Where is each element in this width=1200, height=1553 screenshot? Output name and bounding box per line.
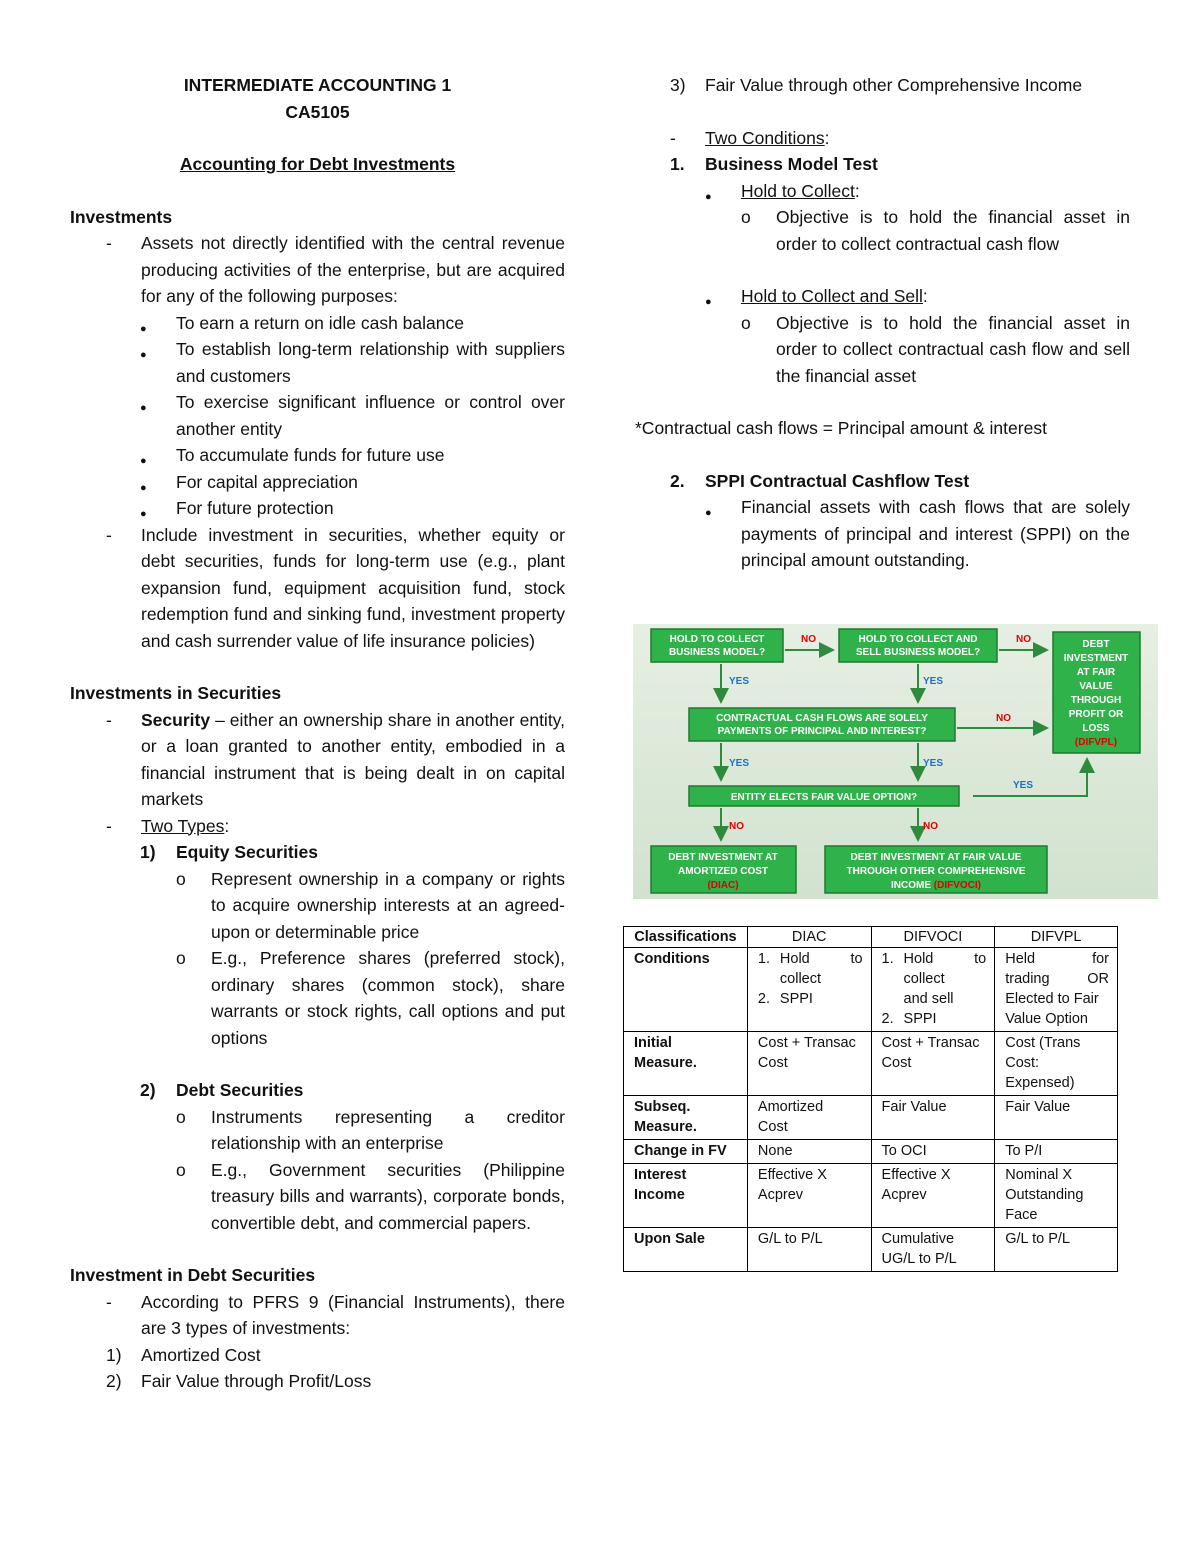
- contractual-cash-flows-note: *Contractual cash flows = Principal amount & interest: [635, 418, 1047, 438]
- purpose-item: ● For future protection: [70, 495, 565, 522]
- investment-type: 2) Fair Value through Profit/Loss: [106, 1371, 372, 1391]
- hold-to-collect-desc: o Objective is to hold the financial asset in order to collect contractual cash flow: [635, 204, 1130, 257]
- table-cell: G/L to P/L: [747, 1228, 871, 1272]
- left-column: [70, 72, 565, 1395]
- label-no: NO: [996, 713, 1011, 724]
- svg-text:INCOME (DIFVOCI): INCOME (DIFVOCI): [891, 880, 981, 891]
- table-row: [624, 1228, 1118, 1272]
- svg-text:PAYMENTS OF PRINCIPAL AND INTE: PAYMENTS OF PRINCIPAL AND INTEREST?: [717, 726, 927, 737]
- equity-point: o Represent ownership in a company or rights to acquire ownership interests at an agreed-upon or determinable price: [70, 866, 565, 946]
- circle-marker: o: [741, 207, 751, 227]
- svg-text:DEBT INVESTMENT AT: DEBT INVESTMENT AT: [668, 852, 778, 863]
- table-cell: Effective X Acprev: [747, 1164, 871, 1228]
- svg-text:HOLD TO COLLECT: HOLD TO COLLECT: [669, 634, 765, 645]
- right-column: [635, 72, 1130, 574]
- security-definition: - Security – either an ownership share in another entity, or a loan granted to another entity, embodied in a financial instrument that is being dealt in on capital markets: [70, 707, 565, 813]
- hold-to-collect-sell-label: ● Hold to Collect and Sell:: [635, 283, 1130, 310]
- table-cell: Held for trading OR Elected to Fair Value Option: [995, 948, 1118, 1032]
- svg-text:THROUGH OTHER COMPREHENSIVE: THROUGH OTHER COMPREHENSIVE: [846, 866, 1026, 877]
- purpose-item: ● To exercise significant influence or control over another entity: [140, 392, 565, 439]
- row-label: Change in FV: [624, 1140, 748, 1164]
- equity-securities-title: 1) Equity Securities: [140, 842, 318, 862]
- table-cell: To OCI: [871, 1140, 995, 1164]
- bullet-icon: ●: [705, 296, 712, 308]
- course-title: INTERMEDIATE ACCOUNTING 1: [183, 75, 452, 95]
- table-row: [624, 1096, 1118, 1140]
- table-cell: Fair Value: [995, 1096, 1118, 1140]
- label-no: NO: [1016, 634, 1031, 645]
- two-types-label: - Two Types:: [70, 813, 565, 840]
- svg-text:AMORTIZED COST: AMORTIZED COST: [678, 866, 768, 877]
- dash-marker: -: [106, 233, 112, 253]
- debt-securities-heading: Investment in Debt Securities: [70, 1265, 316, 1285]
- box-hold-to-collect: [651, 629, 783, 662]
- table-row: [624, 948, 1118, 1032]
- box-hold-collect-sell: [839, 629, 997, 662]
- header-cell: DIFVPL: [995, 927, 1118, 948]
- table-header-row: [624, 927, 1118, 948]
- row-label: Subseq. Measure.: [624, 1096, 748, 1140]
- svg-text:(DIFVPL): (DIFVPL): [1074, 737, 1118, 748]
- svg-text:ENTITY ELECTS FAIR VALUE OPTIO: ENTITY ELECTS FAIR VALUE OPTION?: [730, 792, 918, 803]
- dash-marker: -: [670, 127, 676, 148]
- investment-type: 3) Fair Value through other Comprehensive Income: [670, 75, 1083, 95]
- purpose-item: ● For capital appreciation: [70, 469, 565, 496]
- svg-text:LOSS: LOSS: [1082, 723, 1110, 734]
- bullet-icon: ●: [140, 402, 147, 414]
- svg-text:BUSINESS MODEL?: BUSINESS MODEL?: [668, 647, 766, 658]
- course-code: CA5105: [285, 101, 350, 122]
- two-conditions-label: - Two Conditions:: [635, 125, 1130, 152]
- sppi-test-title: 2. SPPI Contractual Cashflow Test: [670, 470, 970, 491]
- dash-marker: -: [106, 709, 112, 730]
- classification-flowchart: [633, 624, 1158, 899]
- document-subtitle: Accounting for Debt Investments: [179, 154, 456, 174]
- investments-heading: Investments: [70, 206, 173, 227]
- purpose-item: ● To establish long-term relationship with suppliers and customers: [140, 339, 565, 386]
- debt-point: o Instruments representing a creditor relationship with an enterprise: [70, 1104, 565, 1157]
- classification-table: [623, 926, 1118, 1272]
- header-cell: DIFVOCI: [871, 927, 995, 948]
- box-sppi: [689, 708, 955, 741]
- label-yes: YES: [1013, 780, 1034, 791]
- table-cell: Cost (Trans Cost: Expensed): [995, 1032, 1118, 1096]
- bullet-icon: ●: [140, 508, 147, 520]
- table-cell: 1. Hold to collect 2. SPPI: [747, 948, 871, 1032]
- bullet-icon: ●: [705, 190, 712, 203]
- dash-marker: -: [106, 1291, 112, 1312]
- box-fair-value-option: [689, 786, 959, 806]
- table-cell: Fair Value: [871, 1096, 995, 1140]
- dash-marker: -: [106, 524, 112, 545]
- table-cell: 1. Hold to collect and sell 2. SPPI: [871, 948, 995, 1032]
- bullet-icon: ●: [140, 349, 147, 361]
- investments-include: - Include investment in securities, whether equity or debt securities, funds for long-term use (e.g., plant expansion fund, equipment acquisition fund, stock redemption fund and sinking fund, investment property and cash surrender value of life insurance policies): [70, 522, 565, 655]
- sppi-test-desc: ● Financial assets with cash flows that are solely payments of principal and interest (SPPI) on the principal amount outstanding.: [705, 497, 1130, 570]
- purpose-item: ● To earn a return on idle cash balance: [70, 310, 565, 337]
- purpose-item: ● To accumulate funds for future use: [70, 442, 565, 469]
- hold-to-collect-sell-desc: o Objective is to hold the financial asset in order to collect contractual cash flow and sell the financial asset: [635, 310, 1130, 390]
- table-cell: Cumulative UG/L to P/L: [871, 1228, 995, 1272]
- circle-marker: o: [176, 1159, 186, 1180]
- svg-text:DEBT INVESTMENT AT FAIR VALUE: DEBT INVESTMENT AT FAIR VALUE: [850, 852, 1022, 863]
- svg-text:SELL BUSINESS MODEL?: SELL BUSINESS MODEL?: [855, 647, 981, 658]
- business-model-test-title: 1. Business Model Test: [670, 154, 878, 174]
- circle-marker: o: [176, 868, 186, 889]
- securities-heading: Investments in Securities: [70, 683, 282, 703]
- table-cell: Cost + Transac Cost: [871, 1032, 995, 1096]
- table-cell: Cost + Transac Cost: [747, 1032, 871, 1096]
- svg-text:(DIAC): (DIAC): [707, 880, 739, 891]
- table-row: [624, 1140, 1118, 1164]
- label-no: NO: [923, 821, 938, 832]
- bullet-icon: ●: [140, 322, 147, 335]
- label-yes: YES: [729, 676, 750, 687]
- svg-text:CONTRACTUAL CASH FLOWS ARE SOL: CONTRACTUAL CASH FLOWS ARE SOLELY: [716, 713, 928, 724]
- label-no: NO: [801, 634, 816, 645]
- label-yes: YES: [923, 758, 944, 769]
- box-diac: [651, 846, 796, 893]
- table-cell: Amortized Cost: [747, 1096, 871, 1140]
- label-yes: YES: [729, 758, 750, 769]
- svg-text:AT FAIR: AT FAIR: [1076, 667, 1116, 678]
- investment-type: 1) Amortized Cost: [106, 1344, 261, 1365]
- svg-text:VALUE: VALUE: [1079, 681, 1113, 692]
- investments-definition: - Assets not directly identified with the central revenue producing activities of the enterprise, but are acquired for any of the following purposes:: [70, 230, 565, 310]
- table-cell: Effective X Acprev: [871, 1164, 995, 1228]
- svg-text:THROUGH: THROUGH: [1070, 695, 1122, 706]
- circle-marker: o: [176, 1106, 186, 1127]
- row-label: Conditions: [624, 948, 748, 1032]
- dash-marker: -: [106, 815, 112, 836]
- box-difvpl: [1053, 632, 1140, 753]
- row-label: Initial Measure.: [624, 1032, 748, 1096]
- svg-text:INVESTMENT: INVESTMENT: [1063, 653, 1129, 664]
- table-cell: To P/I: [995, 1140, 1118, 1164]
- row-label: Upon Sale: [624, 1228, 748, 1272]
- table-cell: G/L to P/L: [995, 1228, 1118, 1272]
- debt-securities-title: 2) Debt Securities: [140, 1080, 304, 1100]
- svg-text:HOLD TO COLLECT AND: HOLD TO COLLECT AND: [858, 634, 978, 645]
- label-no: NO: [729, 821, 744, 832]
- table-row: [624, 1032, 1118, 1096]
- bullet-icon: ●: [140, 481, 147, 494]
- svg-text:PROFIT OR: PROFIT OR: [1068, 709, 1124, 720]
- pfrs9-intro: - According to PFRS 9 (Financial Instruments), there are 3 types of investments:: [70, 1289, 565, 1342]
- bullet-icon: ●: [705, 507, 712, 519]
- svg-text:DEBT: DEBT: [1082, 639, 1110, 650]
- header-cell: DIAC: [747, 927, 871, 948]
- circle-marker: o: [176, 948, 186, 968]
- header-cell: Classifications: [624, 927, 748, 948]
- equity-point: o E.g., Preference shares (preferred stock), ordinary shares (common stock), share warrants or stock rights, call options and put options: [70, 945, 565, 1051]
- row-label: Interest Income: [624, 1164, 748, 1228]
- box-difvoci: [825, 846, 1047, 893]
- table-row: [624, 1164, 1118, 1228]
- table-cell: Nominal X Outstanding Face: [995, 1164, 1118, 1228]
- hold-to-collect-label: ● Hold to Collect:: [635, 178, 1130, 205]
- bullet-icon: ●: [140, 455, 147, 467]
- circle-marker: o: [741, 312, 751, 333]
- debt-point: o E.g., Government securities (Philippine treasury bills and warrants), corporate bonds, convertible debt, and commercial papers.: [70, 1157, 565, 1237]
- label-yes: YES: [923, 676, 944, 687]
- table-cell: None: [747, 1140, 871, 1164]
